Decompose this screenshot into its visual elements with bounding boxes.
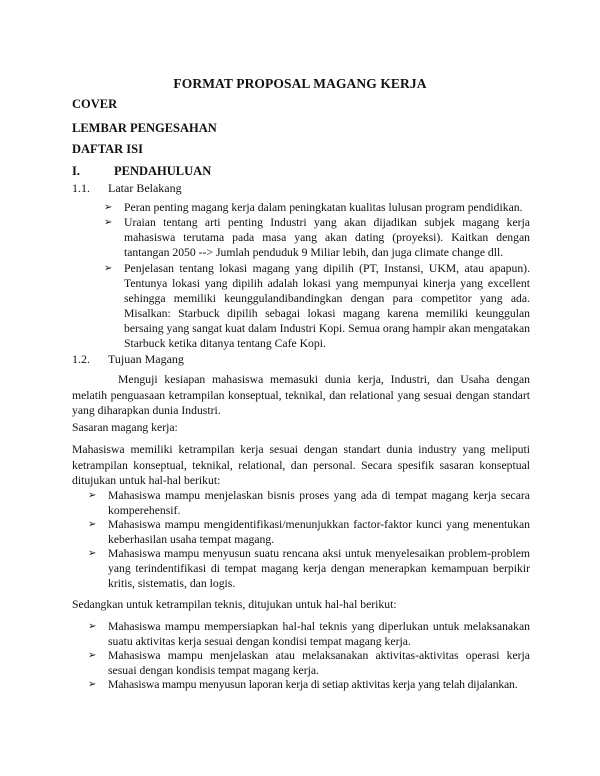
arrow-bullet-icon: ➢ <box>88 548 97 559</box>
heading-daftar-isi: DAFTAR ISI <box>72 142 143 156</box>
list-item <box>88 648 530 678</box>
section-number: I. <box>72 164 80 178</box>
document-title: FORMAT PROPOSAL MAGANG KERJA <box>173 76 427 91</box>
list-item <box>104 200 530 215</box>
subsection-number: 1.2. <box>72 352 90 366</box>
list-item <box>104 215 530 260</box>
list-item <box>88 546 530 591</box>
sasaran-paragraph: Mahasiswa memiliki ketrampilan kerja sesuai dengan standart dunia industry yang meliputi ketrampilan konseptual, teknikal, relational, dan personal. Secara spesifik sasaran konseptual ditujukan untuk hal-hal berikut: <box>72 443 530 487</box>
subsection-number: 1.1. <box>72 181 90 195</box>
list-item <box>88 517 530 547</box>
teknis-intro: Sedangkan untuk ketrampilan teknis, ditujukan untuk hal-hal berikut: <box>72 598 397 611</box>
subsection-label: Tujuan Magang <box>108 352 184 366</box>
bullet-text: Peran penting magang kerja dalam peningkatan kualitas lulusan program pendidikan. <box>124 201 523 214</box>
bullet-text: Mahasiswa mampu menyusun laporan kerja di setiap aktivitas kerja yang telah dijalankan. <box>108 678 518 691</box>
bullet-text: Mahasiswa mampu menjelaskan bisnis proses yang ada di tempat magang kerja secara komperehensif. <box>108 489 530 517</box>
list-item <box>88 619 530 649</box>
bullet-text: Mahasiswa mampu menjelaskan atau melaksanakan aktivitas-aktivitas operasi kerja sesuai dengan kondisis tempat magang kerja. <box>108 649 530 677</box>
heading-lembar-pengesahan: LEMBAR PENGESAHAN <box>72 121 217 135</box>
arrow-bullet-icon: ➢ <box>88 621 97 632</box>
arrow-bullet-icon: ➢ <box>88 490 97 501</box>
bullet-text: Mahasiswa mampu mempersiapkan hal-hal teknis yang diperlukan untuk melaksanakan suatu aktivitas kerja sesuai dengan kondisi tempat magang kerja. <box>108 620 530 648</box>
arrow-bullet-icon: ➢ <box>88 679 97 690</box>
section-label: PENDAHULUAN <box>114 164 212 178</box>
arrow-bullet-icon: ➢ <box>104 202 113 213</box>
arrow-bullet-icon: ➢ <box>104 217 113 228</box>
sasaran-label: Sasaran magang kerja: <box>72 421 178 434</box>
subsection-tujuan-magang <box>72 352 184 367</box>
subsection-label: Latar Belakang <box>108 181 182 195</box>
section-pendahuluan <box>72 164 211 179</box>
list-item <box>88 677 536 692</box>
bullet-text: Penjelasan tentang lokasi magang yang dipilih (PT, Instansi, UKM, atau apapun). Tentunya lokasi yang dipilih adalah lokasi yang mempunyai kinerja yang excellent sehingga memiliki keunggulandibandingkan dengan para competitor yang ada. Misalkan: Starbuck dipilih sebagai lokasi magang karena memiliki keunggulan bersaing yang sangat kuat dalam Industri Kopi. Semua orang hampir akan mengatakan Starbuck ketika ditanya tentang Cafe Kopi. <box>124 262 530 350</box>
list-item <box>104 261 530 351</box>
arrow-bullet-icon: ➢ <box>104 263 113 274</box>
heading-cover: COVER <box>72 97 118 111</box>
list-item <box>88 488 530 518</box>
bullet-text: Mahasiswa mampu menyusun suatu rencana aksi untuk menyelesaikan problem-problem yang terindentifikasi di tempat magang kerja dengan menerapkan kemampuan berpikir kritis, sistematis, dan logis. <box>108 547 530 590</box>
arrow-bullet-icon: ➢ <box>88 650 97 661</box>
subsection-latar-belakang <box>72 181 182 196</box>
bullet-text: Mahasiswa mampu mengidentifikasi/menunjukkan factor-faktor kunci yang menentukan keberhasilan usaha tempat magang. <box>108 518 530 546</box>
tujuan-paragraph: Menguji kesiapan mahasiswa memasuki dunia kerja, Industri, dan Usaha dengan melatih penguasaan ketrampilan konseptual, teknikal, dan relational yang sesuai dengan standart yang diharapkan dunia Industri. <box>72 373 530 417</box>
arrow-bullet-icon: ➢ <box>88 519 97 530</box>
bullet-text: Uraian tentang arti penting Industri yang akan dijadikan subjek magang kerja mahasiswa terutama pada masa yang akan dating (proyeksi). Kaitkan dengan tantangan 2050 --> Jumlah penduduk 9 Miliar lebih, dan juga climate change dll. <box>124 216 530 259</box>
